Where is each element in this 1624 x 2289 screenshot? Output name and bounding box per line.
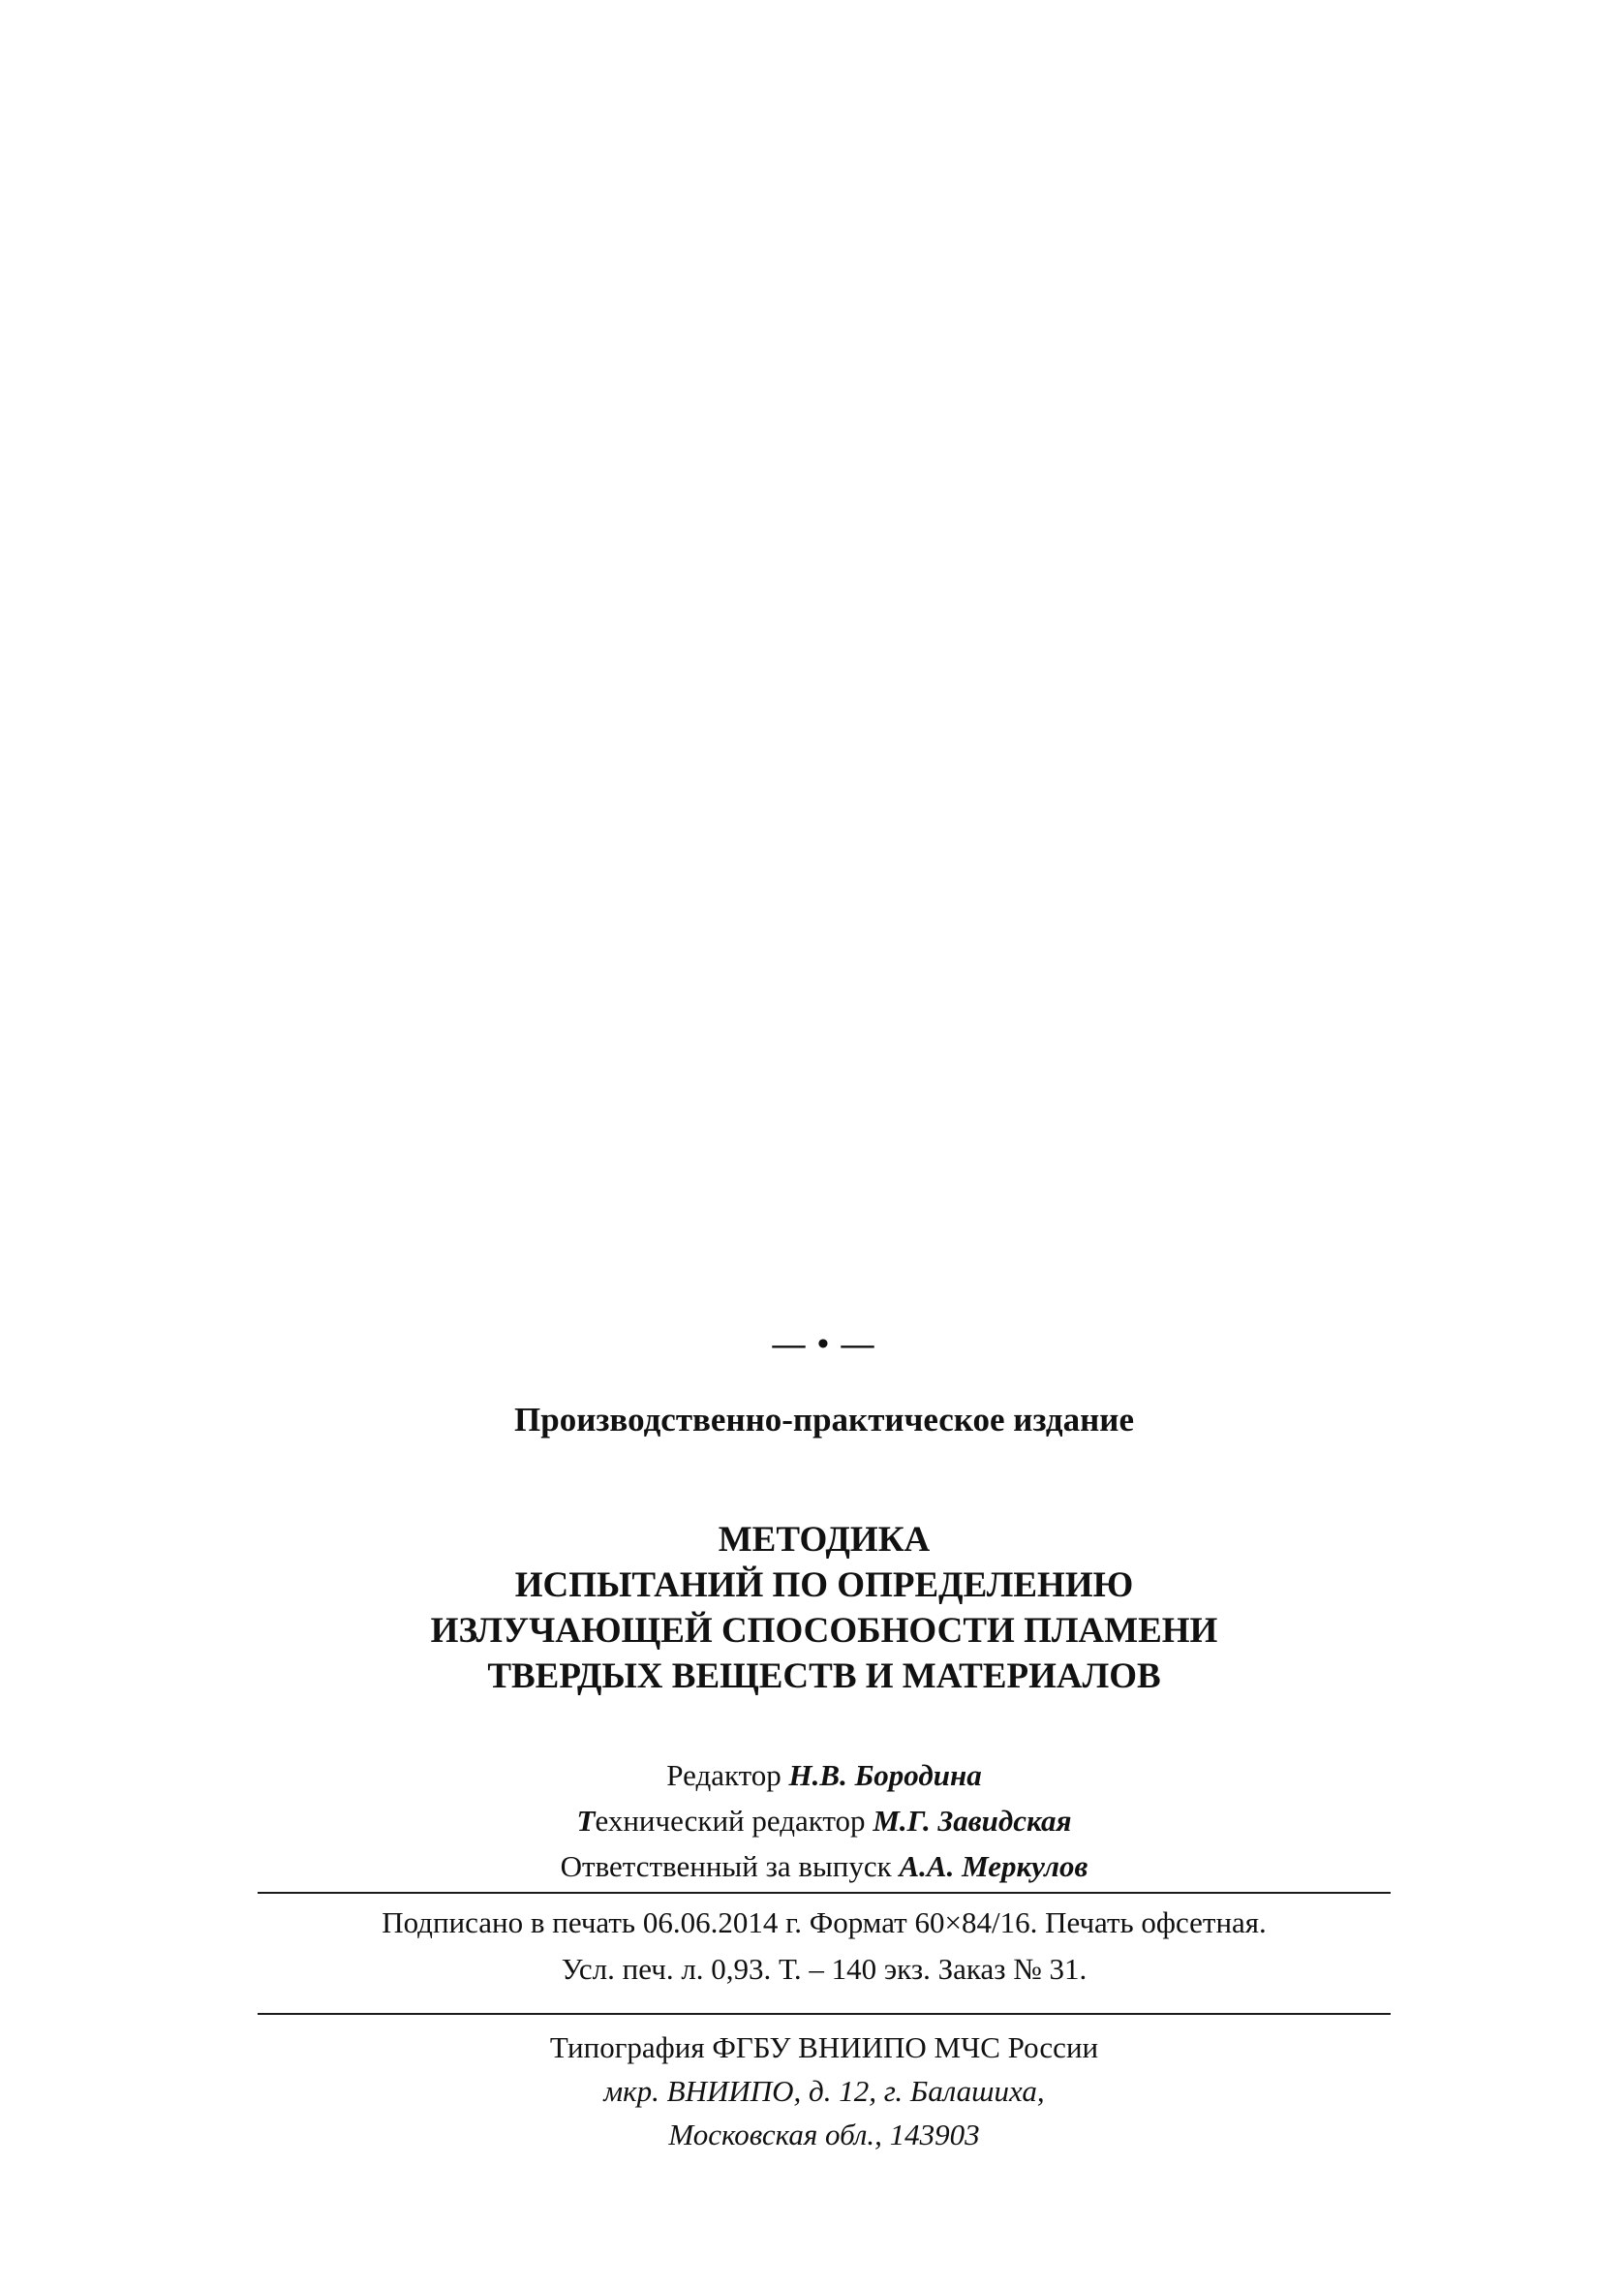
divider-mark: — • — bbox=[772, 1326, 876, 1362]
editor-name: Н.В. Бородина bbox=[788, 1758, 982, 1792]
document-title bbox=[258, 1517, 1391, 1699]
title-line: ИЗЛУЧАЮЩЕЙ СПОСОБНОСТИ ПЛАМЕНИ bbox=[430, 1611, 1218, 1651]
print-info-line: Усл. печ. л. 0,93. Т. – 140 экз. Заказ № 31. bbox=[561, 1952, 1088, 1986]
title-line: ТВЕРДЫХ ВЕЩЕСТВ И МАТЕРИАЛОВ bbox=[487, 1656, 1161, 1696]
responsible-line bbox=[258, 1843, 1391, 1889]
title-line: МЕТОДИКА bbox=[718, 1520, 931, 1560]
title-line: ИСПЫТАНИЙ ПО ОПРЕДЕЛЕНИЮ bbox=[514, 1565, 1134, 1605]
publisher-name: Типография ФГБУ ВНИИПО МЧС России bbox=[549, 2030, 1099, 2064]
edition-type: Производственно-практическое издание bbox=[514, 1401, 1134, 1438]
tech-editor-label: ехнический редактор bbox=[595, 1804, 873, 1838]
responsible-name: А.А. Меркулов bbox=[899, 1849, 1088, 1883]
divider-rule bbox=[258, 1892, 1391, 1894]
editor-line bbox=[258, 1752, 1391, 1798]
tech-editor-initial: Т bbox=[576, 1804, 596, 1838]
publisher-info bbox=[258, 2026, 1391, 2156]
publisher-address-line: Московская обл., 143903 bbox=[668, 2118, 980, 2151]
credits bbox=[258, 1752, 1391, 1889]
print-info-line: Подписано в печать 06.06.2014 г. Формат 60×84/16. Печать офсетная. bbox=[382, 1905, 1267, 1939]
tech-editor-name: М.Г. Завидская bbox=[873, 1804, 1072, 1838]
editor-label: Редактор bbox=[666, 1758, 789, 1792]
responsible-label: Ответственный за выпуск bbox=[560, 1849, 900, 1883]
publisher-address-line: мкр. ВНИИПО, д. 12, г. Балашиха, bbox=[603, 2074, 1045, 2108]
print-info bbox=[258, 1900, 1391, 1993]
divider-rule bbox=[258, 2013, 1391, 2015]
tech-editor-line bbox=[258, 1798, 1391, 1843]
